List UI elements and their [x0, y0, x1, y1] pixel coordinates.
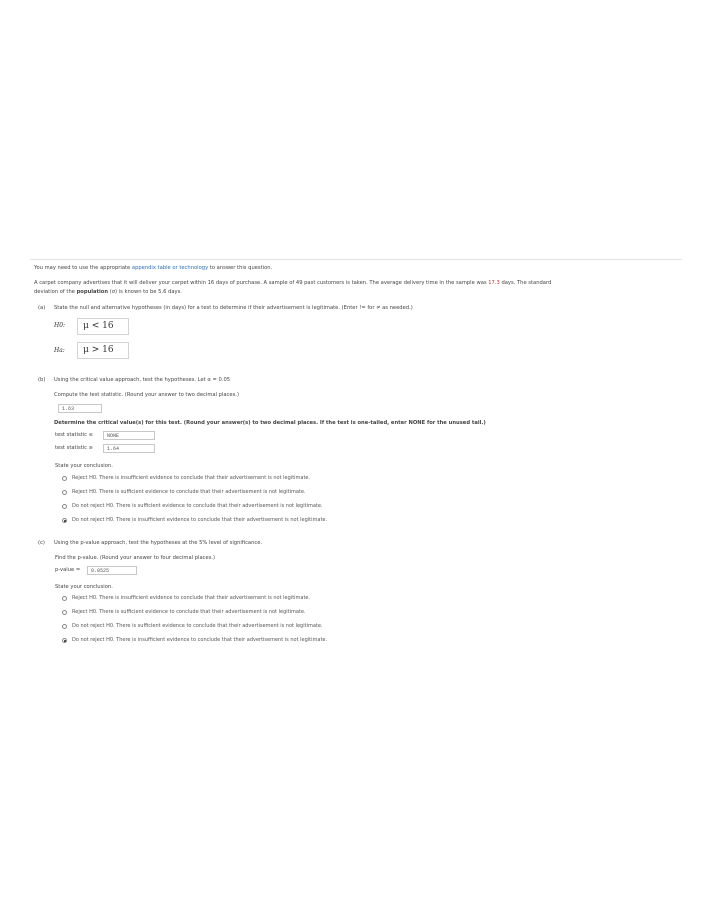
- intro-prefix: You may need to use the appropriate: [34, 265, 132, 271]
- right-tail-input[interactable]: 1.64: [103, 444, 155, 453]
- intro-suffix: to answer this question.: [208, 265, 273, 271]
- c-option-3-radio[interactable]: [62, 624, 67, 629]
- c-option-2-text: Reject H0. There is sufficient evidence to conclude that their advertisement is not legitimate.: [72, 609, 306, 615]
- c-conclusion-label: State your conclusion.: [55, 584, 113, 590]
- ha-label: Ha:: [54, 347, 65, 354]
- b-option-3-radio[interactable]: [62, 504, 67, 509]
- b-option-4-radio[interactable]: [62, 518, 67, 523]
- problem-line-2: deviation of the population (σ) is known to be 5.6 days.: [34, 289, 182, 295]
- pvalue-prompt: Find the p-value. (Round your answer to four decimal places.): [55, 555, 216, 561]
- b-option-3-text: Do not reject H0. There is sufficient evidence to conclude that their advertisement is not legitimate.: [72, 503, 323, 509]
- part-a-prompt: State the null and alternative hypotheses (in days) for a test to determine if their advertisement is legitimate. (Enter != for ≠ as needed.): [54, 305, 413, 311]
- appendix-link[interactable]: appendix table or technology: [131, 265, 209, 271]
- c-option-4-text: Do not reject H0. There is insufficient evidence to conclude that their advertisement is not legitimate.: [72, 637, 328, 643]
- c-option-4-radio[interactable]: [62, 638, 67, 643]
- critical-value-prompt: Determine the critical value(s) for this test. (Round your answer(s) to two decimal places. If the test is one-tailed, enter NONE for the unused tail.): [54, 420, 486, 426]
- b-conclusion-label: State your conclusion.: [55, 463, 113, 469]
- test-stat-input[interactable]: 1.63: [58, 404, 102, 413]
- c-option-2-radio[interactable]: [62, 610, 67, 615]
- left-tail-label: test statistic ≤: [55, 432, 94, 438]
- part-b-prompt: Using the critical value approach, test the hypotheses. Let α = 0.05: [54, 377, 231, 383]
- pvalue-label: p-value =: [55, 567, 81, 573]
- pvalue-input[interactable]: 0.0525: [87, 566, 137, 575]
- part-b-label: (b): [38, 377, 46, 383]
- ha-input[interactable]: μ > 16: [77, 342, 129, 359]
- sample-mean: 17.3: [488, 280, 500, 286]
- b-option-2-radio[interactable]: [62, 490, 67, 495]
- b-option-1-text: Reject H0. There is insufficient evidence to conclude that their advertisement is not legitimate.: [72, 475, 311, 481]
- part-c-prompt: Using the p-value approach, test the hypotheses at the 5% level of significance.: [54, 540, 263, 546]
- right-tail-label: test statistic ≥: [55, 445, 94, 451]
- test-stat-prompt: Compute the test statistic. (Round your answer to two decimal places.): [54, 392, 239, 398]
- part-a-label: (a): [38, 305, 46, 311]
- b-option-4-text: Do not reject H0. There is insufficient evidence to conclude that their advertisement is not legitimate.: [72, 517, 328, 523]
- c-option-1-text: Reject H0. There is insufficient evidence to conclude that their advertisement is not legitimate.: [72, 595, 311, 601]
- b-option-2-text: Reject H0. There is sufficient evidence to conclude that their advertisement is not legitimate.: [72, 489, 306, 495]
- h0-input[interactable]: μ < 16: [77, 318, 129, 335]
- b-option-1-radio[interactable]: [62, 476, 67, 481]
- top-divider: [30, 259, 682, 260]
- c-option-3-text: Do not reject H0. There is sufficient evidence to conclude that their advertisement is not legitimate.: [72, 623, 323, 629]
- problem-line-1: A carpet company advertises that it will deliver your carpet within 16 days of purchase. A sample of 49 past customers is taken. The average delivery time in the sample was 17.3 days. The standard: [34, 280, 552, 286]
- left-tail-input[interactable]: NONE: [103, 431, 155, 440]
- intro-line: [34, 265, 272, 272]
- h0-label: H0:: [54, 322, 66, 329]
- c-option-1-radio[interactable]: [62, 596, 67, 601]
- part-c-label: (c): [38, 540, 45, 546]
